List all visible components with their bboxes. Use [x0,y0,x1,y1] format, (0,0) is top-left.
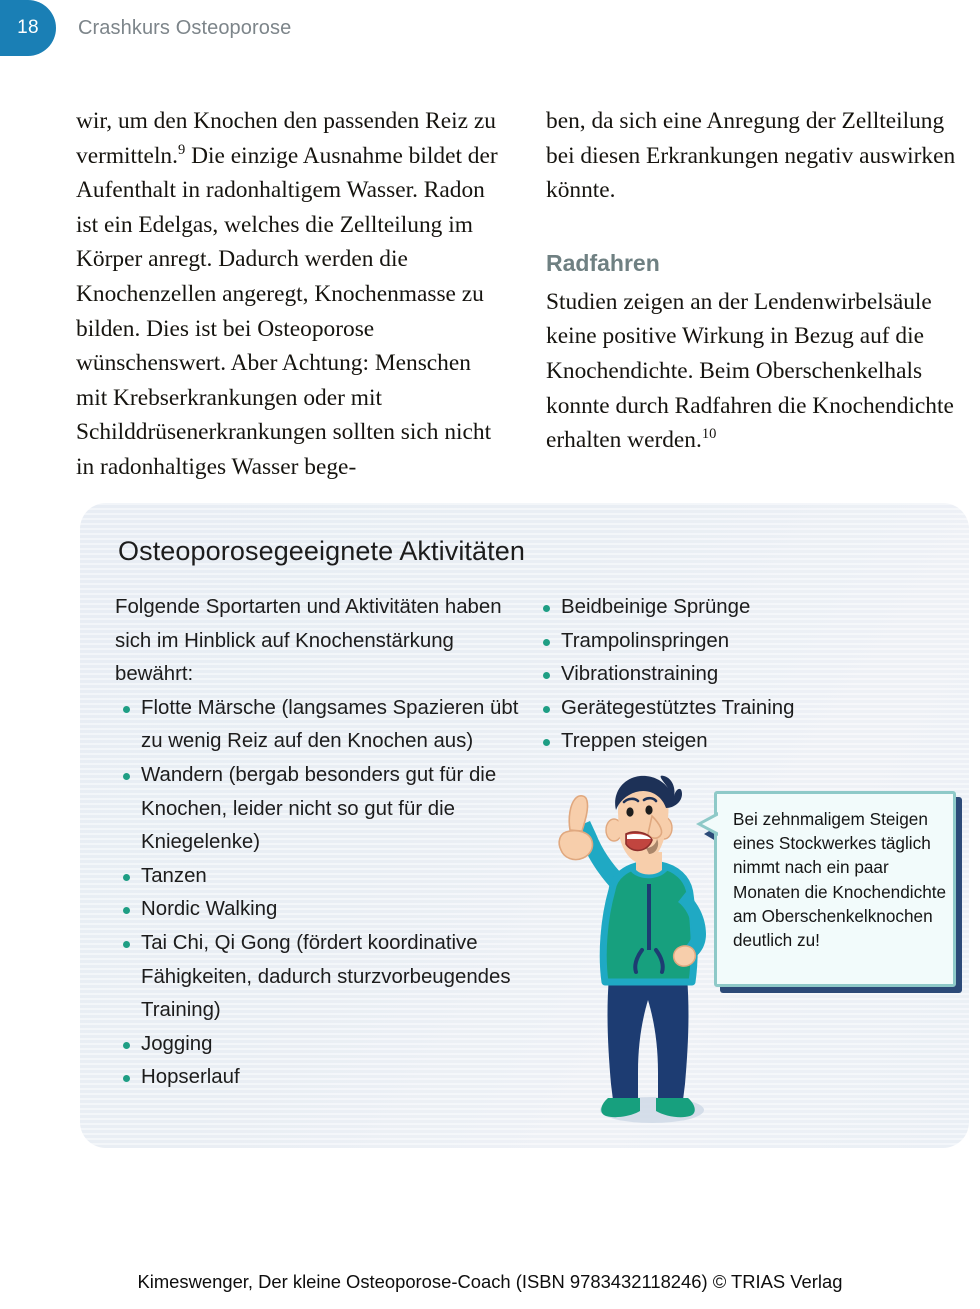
list-item: Nordic Walking [115,893,535,927]
list-item: Trampolinspringen [535,625,935,659]
list-item: Beidbeinige Sprünge [535,591,935,625]
list-item: Vibrationstraining [535,658,935,692]
paragraph-right-body [546,285,976,458]
info-box [80,503,969,1148]
info-box-intro: Folgende Sportarten und Aktivitäten haben sich im Hinblick auf Knochenstärkung bewährt: [115,596,502,686]
footnote-marker-9: 9 [177,141,186,158]
speech-bubble [714,791,962,993]
body-column-right [546,104,976,458]
list-item: Treppen steigen [535,725,935,759]
activity-list-right [535,591,935,759]
list-item: Tanzen [115,860,535,894]
footnote-marker-10: 10 [701,426,717,443]
speech-bubble-tail-inner [702,815,719,833]
footer-copyright: Kimeswenger, Der kleine Osteoporose-Coach (ISBN 9783432118246) © TRIAS Verlag [137,1271,843,1292]
paragraph-left-part1: wir, um den Knochen den passenden Reiz zu vermitteln. [76,108,496,169]
info-box-title: Osteoporosegeeignete Aktivitäten [118,536,525,566]
list-item: Wandern (bergab besonders gut für die Knochen, leider nicht so gut für die Kniegelenke) [115,759,535,860]
paragraph-right-body-text: Studien zeigen an der Lendenwirbelsäule keine positive Wirkung in Bezug auf die Knochendichte. Beim Oberschenkelhals konnte durch Radfahren die Knochendichte erhalten werden. [546,288,954,454]
list-item: Gerätegestütztes Training [535,692,935,726]
info-box-column-right [535,591,935,759]
list-item: Tai Chi, Qi Gong (fördert koordinative Fähigkeiten, dadurch sturzvorbeugendes Training) [115,927,535,1028]
speech-bubble-text: Bei zehnmaligem Steigen eines Stockwerkes täglich nimmt nach ein paar Monaten die Knochendichte am Oberschenkelknochen deutlich zu! [733,809,947,951]
page-number-tab [0,0,56,56]
paragraph-right-top: ben, da sich eine Anregung der Zellteilung bei diesen Erkrankungen negativ auswirken könnte. [546,108,956,204]
info-box-column-left [115,591,535,1095]
page-number: 18 [17,17,39,38]
activity-list-left [115,692,535,1095]
section-heading-radfahren: Radfahren [546,249,660,276]
running-head-title: Crashkurs Osteoporose [78,17,292,39]
list-item: Jogging [115,1028,535,1062]
paragraph-left [76,104,506,485]
body-column-left [76,104,506,485]
speech-bubble-body [714,791,956,987]
paragraph-left-part2: Die einzige Ausnahme bildet der Aufenthalt in radonhaltigem Wasser. Radon ist ein Edelgas, welches die Zellteilung im Körper anregt. Dadurch werden die Knochenzellen angeregt, Knochenmasse zu bilden. Dies ist bei Osteoporose wünschenswert. Aber Achtung: Menschen mit Krebserkrankungen oder mit Schilddrüsenerkrankungen sollten sich nicht in radonhaltiges Wasser bege- [76,142,498,480]
list-item: Hopserlauf [115,1061,535,1095]
list-item: Flotte Märsche (langsames Spazieren übt zu wenig Reiz auf den Knochen aus) [115,692,535,759]
